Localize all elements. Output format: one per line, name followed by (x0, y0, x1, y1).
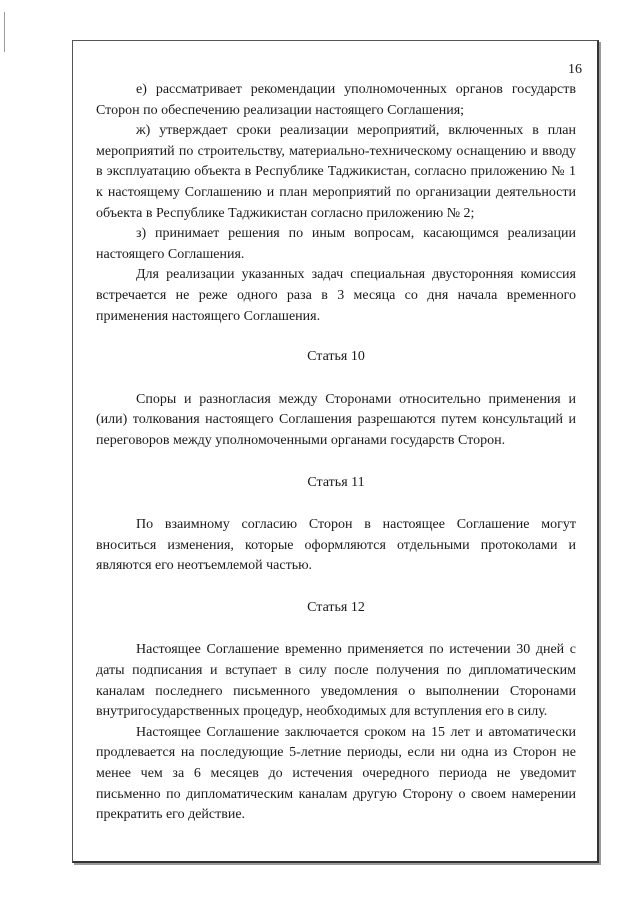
article-10-heading: Статья 10 (307, 349, 365, 365)
paragraph-item-zh: ж) утверждает сроки реализации мероприятий, включенных в план мероприятий по строительству, материально-техническому оснащению и вводу в эксплуатацию объекта в Республике Таджикистан, согласно приложению № 1 к настоящему Соглашению и план мероприятий по организации деятельности объекта в Республике Таджикистан согласно приложению № 2; (96, 123, 576, 221)
paragraph-commission-meetings: Для реализации указанных задач специальная двусторонняя комиссия встречается не реже одного раза в 3 месяца со дня начала временного применения настоящего Соглашения. (96, 267, 576, 324)
article-11-heading: Статья 11 (307, 474, 365, 490)
paragraph-item-z: з) принимает решения по иным вопросам, касающимся реализации настоящего Соглашения. (96, 226, 576, 262)
article-10-text: Споры и разногласия между Сторонами относительно применения и (или) толкования настоящего Соглашения разрешаются путем консультаций и переговоров между уполномоченными органами государств Сторон. (96, 391, 576, 448)
scan-edge-mark (4, 12, 5, 52)
article-12-text-provisional: Настоящее Соглашение временно применяется по истечении 30 дней с даты подписания и вступает в силу после получения по дипломатическим каналам последнего письменного уведомления о выполнении Сторонами внутригосударственных процедур, необходимых для вступления его в силу. (96, 642, 576, 720)
article-12-heading: Статья 12 (307, 599, 365, 615)
article-11-text: По взаимному согласию Сторон в настоящее Соглашение могут вноситься изменения, которые оформляются отдельными протоколами и являются его неотъемлемой частью. (96, 517, 576, 574)
page-number: 16 (568, 62, 582, 77)
document-body (96, 80, 576, 826)
paragraph-item-e: е) рассматривает рекомендации уполномоченных органов государств Сторон по обеспечению реализации настоящего Соглашения; (96, 82, 576, 118)
article-12-text-term: Настоящее Соглашение заключается сроком на 15 лет и автоматически продлевается на последующие 5-летние периоды, если ни одна из Сторон не менее чем за 6 месяцев до истечения очередного периода не уведомит письменно по дипломатическим каналам другую Сторону о своем намерении прекратить его действие. (96, 724, 576, 823)
